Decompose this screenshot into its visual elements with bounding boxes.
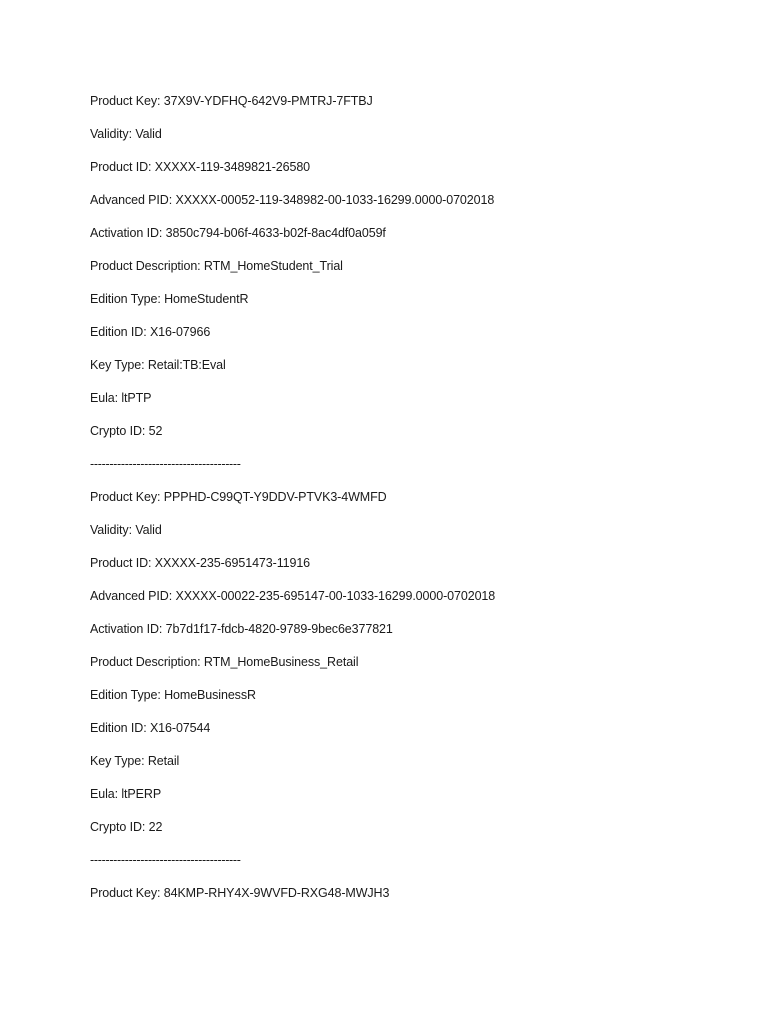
text-line: Advanced PID: XXXXX-00052-119-348982-00-1033-16299.0000-0702018 [90,193,495,207]
text-line: Product Description: RTM_HomeBusiness_Retail [90,655,359,669]
text-line: Validity: Valid [90,523,162,537]
text-line: Edition Type: HomeBusinessR [90,688,256,702]
separator-line: --------------------------------------- [90,457,241,471]
text-line: Eula: ltPTP [90,391,152,405]
text-line: Edition ID: X16-07544 [90,721,211,735]
text-line: Product Key: 84KMP-RHY4X-9WVFD-RXG48-MWJH3 [90,886,390,900]
text-line: Crypto ID: 22 [90,820,163,834]
text-line: Activation ID: 7b7d1f17-fdcb-4820-9789-9bec6e377821 [90,622,393,636]
text-line: Crypto ID: 52 [90,424,163,438]
text-line: Validity: Valid [90,127,162,141]
text-line: Edition ID: X16-07966 [90,325,211,339]
text-line: Advanced PID: XXXXX-00022-235-695147-00-1033-16299.0000-0702018 [90,589,496,603]
separator-line: --------------------------------------- [90,853,241,867]
text-line: Product Description: RTM_HomeStudent_Trial [90,259,343,273]
text-line: Product ID: XXXXX-119-3489821-26580 [90,160,311,174]
text-line: Edition Type: HomeStudentR [90,292,249,306]
text-line: Eula: ltPERP [90,787,162,801]
document-body [90,93,730,918]
text-line: Activation ID: 3850c794-b06f-4633-b02f-8ac4df0a059f [90,226,386,240]
text-line: Key Type: Retail [90,754,180,768]
text-line: Product Key: PPPHD-C99QT-Y9DDV-PTVK3-4WMFD [90,490,387,504]
text-line: Key Type: Retail:TB:Eval [90,358,226,372]
text-line: Product Key: 37X9V-YDFHQ-642V9-PMTRJ-7FTBJ [90,94,373,108]
text-line: Product ID: XXXXX-235-6951473-11916 [90,556,311,570]
